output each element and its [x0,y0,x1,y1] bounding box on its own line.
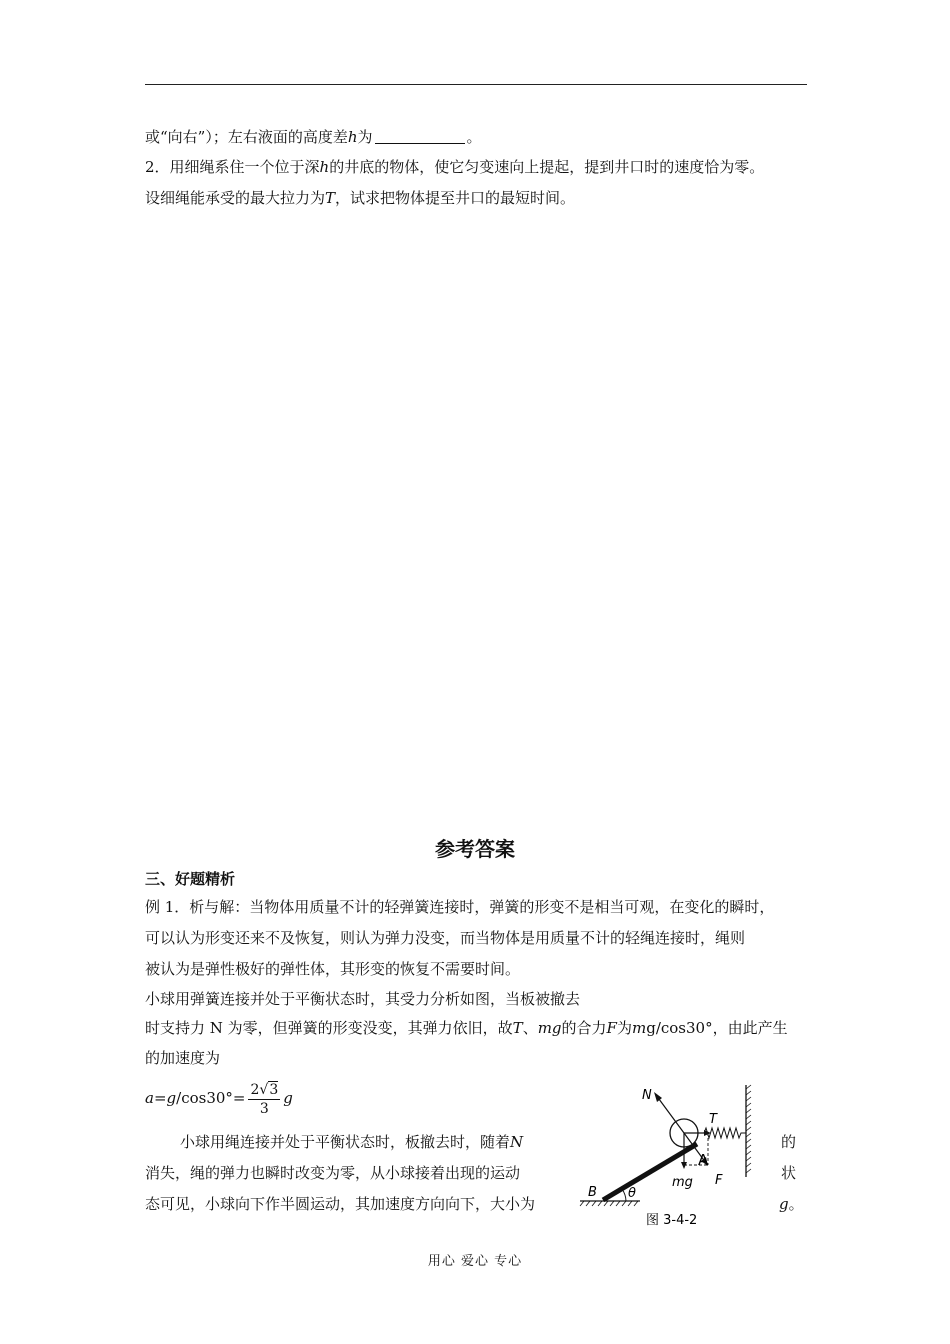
fraction [248,1081,280,1118]
example-line-7 [180,1132,523,1152]
figure-caption: 图 3-4-2 [646,1213,698,1228]
q2-text-d: ，试求把物体提至井口的最短时间。 [335,189,576,207]
gravity-arrowhead [681,1162,687,1169]
q2-text-b: 的井底的物体，使它匀变速向上提起，提到井口时的速度恰为零。 [329,158,765,176]
example-line-7-end: 的 [781,1133,797,1151]
label-F: F [715,1173,723,1188]
q2-text-c: 设细绳能承受的最大拉力为 [145,189,326,207]
numerator-coef: 2 [250,1081,260,1098]
l5-var-m: m [631,1019,647,1037]
answer-blank[interactable] [375,128,465,144]
angle-arc [622,1189,626,1201]
q2-line-1 [145,157,764,177]
label-mg: mg [672,1175,693,1190]
example-line-8: 消失，绳的弹力也瞬时改变为零，从小球接着出现的运动 [145,1164,521,1182]
l5-text-e: g/cos30°，由此产生 [646,1019,788,1037]
force-diagram-figure [570,1075,780,1235]
inclined-board [603,1144,697,1200]
example-line-6: 的加速度为 [145,1049,221,1067]
example-line-4: 小球用弹簧连接并处于平衡状态时，其受力分析如图，当板被撤去 [145,990,581,1008]
l7-text: 小球用绳连接并处于平衡状态时，板撤去时，随着 [180,1133,511,1151]
example-line-1: 例 1．析与解：当物体用质量不计的轻弹簧连接时，弹簧的形变不是相当可观，在变化的瞬时， [145,898,775,916]
q1-tail-line [145,127,482,147]
page-footer: 用心 爱心 专心 [427,1254,523,1269]
l9-var-g: g [779,1195,789,1213]
formula-var-g: g [166,1089,177,1107]
q2-var-h: h [319,158,330,176]
label-A: A [698,1151,709,1169]
example-line-9-end [779,1194,804,1214]
l5-var-mg: mg [537,1019,562,1037]
example-line-8-end: 状 [781,1164,797,1182]
q1-text-1: 或“向右”）；左右液面的高度差 [145,128,348,146]
acceleration-formula [145,1078,293,1118]
label-N: N [642,1088,652,1103]
l5-text-c: 的合力 [561,1019,607,1037]
header-rule [145,84,807,85]
label-B: B [588,1185,597,1200]
example-line-3: 被认为是弹性极好的弹性体，其形变的恢复不需要时间。 [145,960,521,978]
l5-text-a: 时支持力 N 为零，但弹簧的形变没变，其弹力依旧，故 [145,1019,513,1037]
label-theta: θ [628,1186,636,1201]
normal-force-arrow [656,1095,684,1133]
formula-var-g2: g [283,1089,293,1107]
numerator-radicand: 3 [269,1081,279,1098]
formula-eq: = [153,1089,167,1107]
l7-var-N: N [510,1133,524,1151]
example-line-9: 态可见，小球向下作半圆运动，其加速度方向向下，大小为 [145,1195,536,1213]
formula-rest: /cos30°= [176,1089,246,1107]
l5-text-b: 、 [522,1019,538,1037]
normal-force-arrowhead [654,1092,662,1102]
l5-var-F: F [606,1019,617,1037]
fraction-denominator: 3 [259,1100,269,1117]
l5-var-T: T [512,1019,523,1037]
q1-var-h: h [347,128,358,146]
wall-hatch [746,1085,751,1173]
section-heading: 三、好题精析 [145,870,236,888]
l9-end: 。 [788,1195,804,1213]
l5-text-d: 为 [616,1019,632,1037]
example-line-5 [145,1018,788,1038]
answer-title: 参考答案 [435,837,515,861]
label-T: T [709,1112,717,1127]
q2-var-T: T [325,189,336,207]
q2-text-a: 2．用细绳系住一个位于深 [145,158,320,176]
formula-var-a: a [145,1089,154,1107]
fraction-numerator: 2√3 [250,1081,279,1098]
q2-line-2 [145,188,575,208]
q1-text-2: 为 [357,128,373,146]
example-line-2: 可以认为形变还来不及恢复，则认为弹力没变，而当物体是用质量不计的轻绳连接时，绳则 [145,929,746,947]
q1-end: 。 [466,128,482,146]
ground-hatch [580,1201,638,1206]
